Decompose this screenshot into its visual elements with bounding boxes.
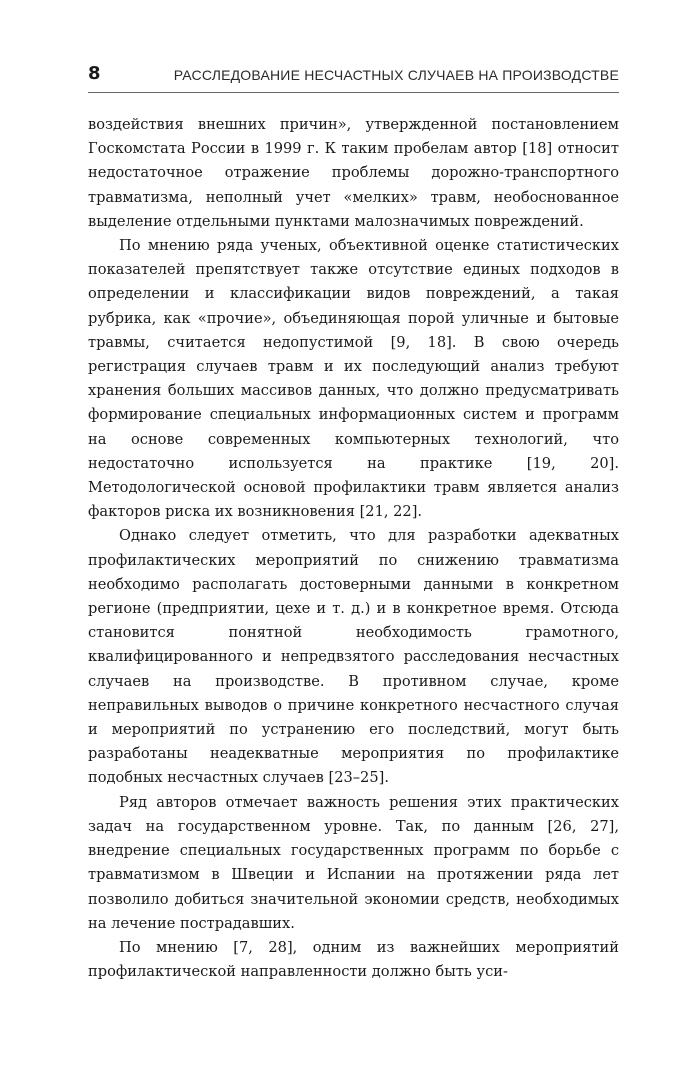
- running-title: РАССЛЕДОВАНИЕ НЕСЧАСТНЫХ СЛУЧАЕВ НА ПРОИЗВОДСТВЕ: [173, 67, 619, 83]
- paragraph-continuation: воздействия внешних причин», утвержденной постановлением Госкомстата России в 1999 г. К таким пробелам автор [18] относит недостаточное отражение проблемы дорожно-транспортного травматизма, неполный учет «мелких» травм, необоснованное выделение отдельными пунктами малозначимых повреждений.: [88, 116, 619, 230]
- running-head: [88, 63, 619, 87]
- paragraph: Однако следует отметить, что для разработки адекватных профилактических мероприятий по снижению травматизма необходимо располагать достоверными данными в конкретном регионе (предприятии, цехе и т. д.) и в конкретное время. Отсюда становится понятной необходимость грамотного, квалифицированного и непредвзятого расследования несчастных случаев на производстве. В противном случае, кроме неправильных выводов о причине конкретного несчастного случая и мероприятий по устранению его последствий, могут быть разработаны неадекватные мероприятия по профилактике подобных несчастных случаев [23–25].: [88, 527, 619, 787]
- paragraph: Ряд авторов отмечает важность решения этих практических задач на государственном уровне. Так, по данным [26, 27], внедрение специальных государственных программ по борьбе с травматизмом в Швеции и Испании на протяжении ряда лет позволило добиться значительной экономии средств, необходимых на лечение пострадавших.: [88, 793, 619, 932]
- page-number: 8: [88, 63, 101, 84]
- paragraph: По мнению [7, 28], одним из важнейших мероприятий профилактической направленности должно быть уси-: [88, 938, 619, 981]
- paragraph: По мнению ряда ученых, объективной оценке статистических показателей препятствует также отсутствие единых подходов в определении и классификации видов повреждений, а такая рубрика, как «прочие», объединяющая порой уличные и бытовые травмы, считается недопустимой [9, 18]. В свою очередь регистрация случаев травм и их последующий анализ требуют хранения больших массивов данных, что должно предусматривать формирование специальных информационных систем и программ на основе современных компьютерных технологий, что недостаточно используется на практике [19, 20]. Методологической основой профилактики травм является анализ факторов риска их возникновения [21, 22].: [88, 237, 619, 521]
- header-rule: [88, 92, 619, 93]
- body-text: [88, 113, 619, 984]
